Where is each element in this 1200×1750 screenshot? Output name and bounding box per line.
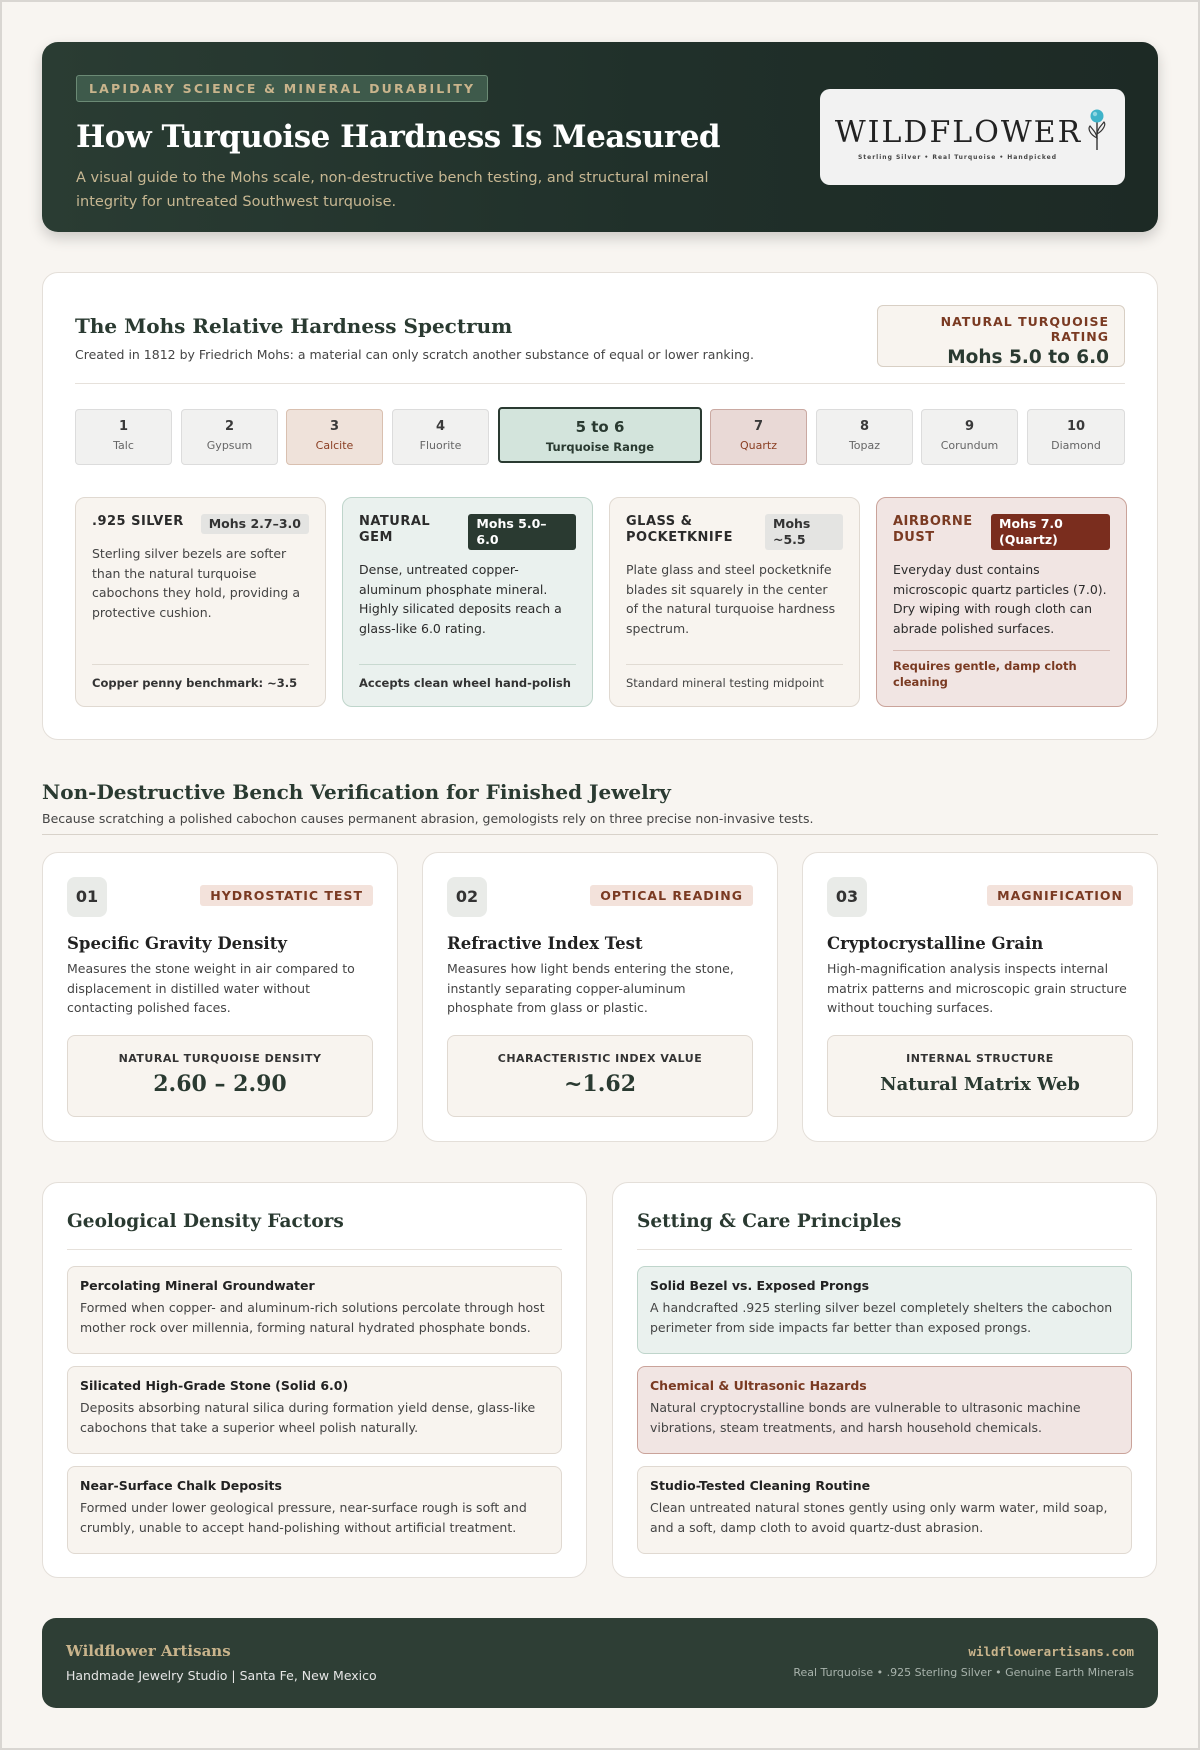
item-desc: Formed under lower geological pressure, near-surface rough is soft and crumbly, unable to accept hand-polishing without artificial treatment. xyxy=(80,1500,527,1535)
item-title: Near-Surface Chalk Deposits xyxy=(80,1478,282,1493)
item-title: Percolating Mineral Groundwater xyxy=(80,1278,315,1293)
material-card-gem xyxy=(342,497,593,707)
material-foot: Accepts clean wheel hand-polish xyxy=(359,664,576,690)
bench-title: Non-Destructive Bench Verification for Finished Jewelry xyxy=(42,780,671,804)
brand-logo[interactable] xyxy=(820,89,1125,185)
test-value: ~1.62 xyxy=(563,1071,636,1097)
scale-step-3: 3 Calcite xyxy=(286,409,383,465)
test-value: 2.60 – 2.90 xyxy=(153,1071,287,1097)
footer-location: Handmade Jewelry Studio | Santa Fe, New Mexico xyxy=(66,1668,377,1683)
material-badge: Mohs 5.0–6.0 xyxy=(468,514,576,550)
panel-title: Geological Density Factors xyxy=(67,1211,344,1232)
material-badge: Mohs ~5.5 xyxy=(765,514,843,550)
test-value-label: CHARACTERISTIC INDEX VALUE xyxy=(497,1052,703,1065)
test-value-box xyxy=(447,1035,753,1117)
test-card-cryptocrystalline xyxy=(802,852,1158,1142)
density-item xyxy=(67,1466,562,1554)
care-item xyxy=(637,1366,1132,1454)
material-foot: Requires gentle, damp cloth cleaning xyxy=(893,650,1110,690)
logo-wordmark: WILDFLOWE R xyxy=(835,114,1110,152)
care-item xyxy=(637,1266,1132,1354)
scale-step-2: 2 Gypsum xyxy=(181,409,278,465)
test-desc: Measures the stone weight in air compared to displacement in distilled water without contacting polished faces. xyxy=(67,961,355,1015)
test-tag: HYDROSTATIC TEST xyxy=(200,885,373,906)
logo-tagline: Sterling Silver • Real Turquoise • Handpicked xyxy=(857,153,1058,161)
mohs-spectrum-card xyxy=(42,272,1158,740)
test-tag: OPTICAL READING xyxy=(590,885,753,906)
test-title: Cryptocrystalline Grain xyxy=(827,934,1044,953)
test-value-label: INTERNAL STRUCTURE xyxy=(906,1052,1054,1065)
material-card-glass xyxy=(609,497,860,707)
care-item xyxy=(637,1466,1132,1554)
material-title: GLASS & POCKETKNIFE xyxy=(626,514,733,545)
step-number: 02 xyxy=(447,877,487,917)
panel-title: Setting & Care Principles xyxy=(637,1211,902,1232)
material-title: .925 SILVER xyxy=(92,514,184,529)
material-desc: Dense, untreated copper-aluminum phosphate mineral. Highly silicated deposits reach a glass-like 6.0 rating. xyxy=(359,562,562,636)
item-title: Chemical & Ultrasonic Hazards xyxy=(650,1378,867,1393)
turquoise-rating-box xyxy=(877,305,1125,367)
test-value-box xyxy=(827,1035,1133,1117)
material-badge: Mohs 2.7–3.0 xyxy=(201,514,309,534)
test-desc: Measures how light bends entering the stone, instantly separating copper-aluminum phosphate from glass or plastic. xyxy=(447,961,734,1015)
test-title: Specific Gravity Density xyxy=(67,934,287,953)
hero-header xyxy=(42,42,1158,232)
item-desc: Clean untreated natural stones gently using only warm water, mild soap, and a soft, damp cloth to avoid quartz-dust abrasion. xyxy=(650,1500,1108,1535)
scale-step-turquoise: 5 to 6 Turquoise Range xyxy=(498,407,702,463)
test-value-label: NATURAL TURQUOISE DENSITY xyxy=(118,1052,322,1065)
divider xyxy=(637,1249,1132,1250)
spectrum-subtitle: Created in 1812 by Friedrich Mohs: a material can only scratch another substance of equal or lower ranking. xyxy=(75,347,754,362)
divider xyxy=(42,834,1158,835)
material-badge: Mohs 7.0 (Quartz) xyxy=(991,514,1110,550)
footer xyxy=(42,1618,1158,1708)
test-value-box xyxy=(67,1035,373,1117)
bench-section-header xyxy=(42,780,1158,835)
divider xyxy=(67,1249,562,1250)
density-item xyxy=(67,1266,562,1354)
material-card-dust xyxy=(876,497,1127,707)
test-title: Refractive Index Test xyxy=(447,934,643,953)
scale-step-1: 1 Talc xyxy=(75,409,172,465)
rating-value: Mohs 5.0 to 6.0 xyxy=(947,347,1109,368)
material-foot: Standard mineral testing midpoint xyxy=(626,664,843,690)
footer-tags: Real Turquoise • .925 Sterling Silver • Genuine Earth Minerals xyxy=(793,1666,1134,1679)
scale-step-7: 7 Quartz xyxy=(710,409,807,465)
step-number: 03 xyxy=(827,877,867,917)
density-item xyxy=(67,1366,562,1454)
footer-website-link[interactable]: wildflowerartisans.com xyxy=(968,1644,1134,1659)
test-card-refractive-index xyxy=(422,852,778,1142)
footer-brand: Wildflower Artisans xyxy=(66,1642,231,1660)
scale-step-4: 4 Fluorite xyxy=(392,409,489,465)
scale-step-9: 9 Corundum xyxy=(921,409,1018,465)
test-tag: MAGNIFICATION xyxy=(987,885,1133,906)
divider xyxy=(75,383,1125,384)
page-subtitle: A visual guide to the Mohs scale, non-destructive bench testing, and structural mineral integrity for untreated Southwest turquoise. xyxy=(76,170,709,210)
rating-label: NATURAL TURQUOISE RATING xyxy=(940,314,1109,344)
bench-subtitle: Because scratching a polished cabochon causes permanent abrasion, gemologists rely on three precise non-invasive tests. xyxy=(42,811,814,826)
item-desc: Natural cryptocrystalline bonds are vulnerable to ultrasonic machine vibrations, steam treatments, and harsh household chemicals. xyxy=(650,1400,1081,1435)
page-title: How Turquoise Hardness Is Measured xyxy=(76,119,721,155)
material-card-silver xyxy=(75,497,326,707)
test-desc: High-magnification analysis inspects internal matrix patterns and microscopic grain structure without touching surfaces. xyxy=(827,961,1127,1015)
test-value: Natural Matrix Web xyxy=(880,1074,1080,1095)
item-title: Studio-Tested Cleaning Routine xyxy=(650,1478,871,1493)
item-title: Silicated High-Grade Stone (Solid 6.0) xyxy=(80,1378,349,1393)
scale-step-8: 8 Topaz xyxy=(816,409,913,465)
density-factors-panel xyxy=(42,1182,587,1578)
material-cards xyxy=(75,497,1127,707)
material-desc: Sterling silver bezels are softer than the natural turquoise cabochons they hold, providing a protective cushion. xyxy=(92,546,300,620)
item-title: Solid Bezel vs. Exposed Prongs xyxy=(650,1278,870,1293)
item-desc: Formed when copper- and aluminum-rich solutions percolate through host mother rock over millennia, forming natural hydrated phosphate bonds. xyxy=(80,1300,545,1335)
test-card-specific-gravity xyxy=(42,852,398,1142)
material-foot: Copper penny benchmark: ~3.5 xyxy=(92,664,309,690)
flower-icon xyxy=(1084,108,1110,152)
eyebrow-badge: LAPIDARY SCIENCE & MINERAL DURABILITY xyxy=(76,75,488,102)
spectrum-title: The Mohs Relative Hardness Spectrum xyxy=(75,314,513,338)
mohs-scale xyxy=(75,407,1127,467)
care-principles-panel xyxy=(612,1182,1157,1578)
material-title: NATURAL GEM xyxy=(359,514,431,545)
material-title: AIRBORNE DUST xyxy=(893,514,973,545)
item-desc: Deposits absorbing natural silica during formation yield dense, glass-like cabochons that take a superior wheel polish naturally. xyxy=(80,1400,536,1435)
item-desc: A handcrafted .925 sterling silver bezel completely shelters the cabochon perimeter from side impacts far better than exposed prongs. xyxy=(650,1300,1113,1335)
material-desc: Plate glass and steel pocketknife blades sit squarely in the center of the natural turquoise hardness spectrum. xyxy=(626,562,836,636)
scale-step-10: 10 Diamond xyxy=(1027,409,1125,465)
step-number: 01 xyxy=(67,877,107,917)
material-desc: Everyday dust contains microscopic quartz particles (7.0). Dry wiping with rough cloth can abrade polished surfaces. xyxy=(893,562,1107,636)
